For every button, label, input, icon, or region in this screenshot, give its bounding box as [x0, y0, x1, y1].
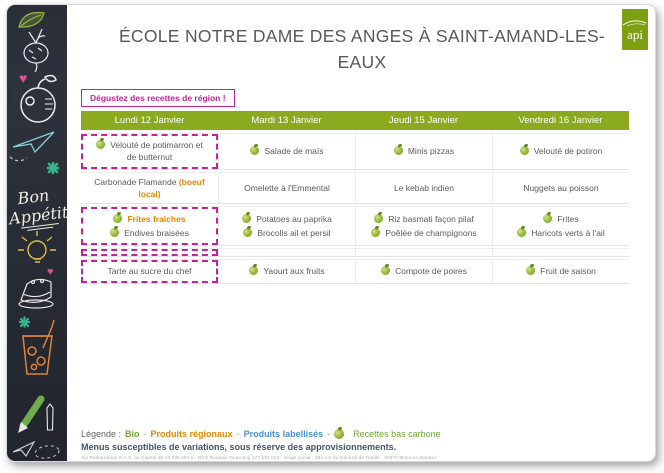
low-carbon-icon: [249, 266, 258, 275]
variation-disclaimer: Menus susceptibles de variations, sous réserve des approvisionnements.: [81, 442, 397, 452]
cell-tuesday-dessert: [218, 260, 355, 282]
svg-text:Appétit: Appétit: [7, 202, 67, 229]
menu-item: Nuggets au poisson: [523, 182, 599, 193]
cell-friday-starter: [492, 134, 629, 169]
region-recipes-badge: Dégustez des recettes de région !: [81, 89, 235, 107]
cell-thursday-empty: [355, 249, 492, 256]
chalk-doodles: [7, 5, 67, 462]
legend-labelled: Produits labellisés: [243, 429, 324, 439]
menu-item: Minis pizzas: [364, 145, 484, 157]
legend-label: Légende :: [81, 429, 122, 439]
legend-low-carbon: Recettes bas carbone: [353, 429, 441, 439]
menu-item: Frites: [501, 213, 621, 225]
cell-monday-empty: [81, 249, 218, 256]
day-header-friday: Vendredi 16 Janvier: [518, 115, 603, 126]
local-product-note: (boeuf local): [138, 176, 205, 199]
menu-item: Fruit de saison: [501, 265, 621, 277]
cell-tuesday-sides: [218, 207, 355, 245]
low-carbon-icon: [526, 266, 535, 275]
low-carbon-icon: [371, 228, 380, 237]
low-carbon-icon: [394, 146, 403, 155]
menu-item: Salade de maïs: [227, 145, 347, 157]
menu-item: Riz basmati façon pilaf: [364, 213, 484, 225]
bon-appetit-caption: [7, 183, 67, 232]
cell-friday-dessert: [492, 260, 629, 282]
low-carbon-icon: [96, 140, 105, 149]
lightbulb-icon: [18, 231, 56, 262]
cell-thursday-starter: [355, 134, 492, 169]
cell-thursday-main: [355, 173, 492, 204]
menu-table: [81, 111, 629, 286]
low-carbon-icon: [110, 228, 119, 237]
menu-item: Endives braisées: [91, 227, 208, 239]
low-carbon-icon: [381, 266, 390, 275]
paper-plane-icon: [10, 132, 54, 161]
menu-item: Brocolis ail et persil: [227, 227, 347, 239]
main-course-row: [81, 172, 629, 205]
low-carbon-icon: [374, 214, 383, 223]
sides-row: [81, 206, 629, 246]
cell-friday-main: [492, 173, 629, 204]
low-carbon-icon: [517, 228, 526, 237]
cell-friday-sides: [492, 207, 629, 245]
cell-tuesday-main: [218, 173, 355, 204]
legend: Légende : Bio - Produits régionaux - Produits labellisés - Recettes bas carbone: [81, 429, 441, 439]
cell-tuesday-empty: [218, 249, 355, 256]
cell-monday-sides: [81, 207, 218, 245]
legend-regional: Produits régionaux: [150, 429, 233, 439]
cell-tuesday-starter: [218, 134, 355, 169]
day-header-row: [81, 111, 629, 130]
menu-item: Carbonade Flamande (boeuf local): [94, 176, 205, 199]
menu-item: Frites fraîches: [91, 213, 208, 225]
dessert-row: [81, 259, 629, 283]
low-carbon-icon: [250, 146, 259, 155]
low-carbon-icon: [543, 214, 552, 223]
menu-item: Velouté de potimarron et de butternut: [91, 139, 208, 164]
low-carbon-icon: [520, 146, 529, 155]
logo-swoosh-icon: [623, 18, 647, 28]
low-carbon-icon: [113, 214, 122, 223]
low-carbon-icon: [242, 214, 251, 223]
radish-icon: [24, 29, 48, 72]
cell-friday-empty: [492, 249, 629, 256]
menu-item: Omelette à l'Emmental: [244, 182, 330, 193]
menu-item: Haricots verts à l'ail: [501, 227, 621, 239]
legend-bio: Bio: [125, 429, 140, 439]
leaf-icon: [19, 13, 44, 28]
starter-row: [81, 133, 629, 170]
legal-fine-print: Api Restauration S.A.S. au Capital de 10 036 582 € - RCS Roubaix-Tourcoing 477 181 010 - Siège social : 384 rue du Général de Gaulle - 59370 Mons-en-Barœul: [81, 455, 436, 460]
cell-monday-starter: [81, 134, 218, 169]
menu-item: Le kebab indien: [393, 182, 455, 193]
menu-item: Tarte au sucre du chef: [107, 266, 192, 277]
menu-item: Compote de poires: [364, 265, 484, 277]
menu-item: Poêlée de champignons: [364, 227, 484, 239]
pencil-icon: [18, 399, 53, 433]
low-carbon-icon: [243, 228, 252, 237]
cell-thursday-sides: [355, 207, 492, 245]
page-title: ÉCOLE NOTRE DAME DES ANGES À SAINT-AMAND-LES-EAUX: [118, 26, 606, 73]
cell-monday-main: [81, 173, 218, 204]
flower-icon: [48, 163, 58, 173]
empty-row: [81, 248, 629, 257]
svg-text:Bon: Bon: [16, 185, 51, 209]
api-logo: [622, 9, 648, 50]
heart-icon: ♥: [47, 266, 54, 278]
low-carbon-icon: [334, 429, 344, 439]
menu-item: Yaourt aux fruits: [227, 265, 347, 277]
day-header-thursday: Jeudi 15 Janvier: [388, 115, 459, 126]
drink-icon: [23, 320, 54, 374]
paper-plane-icon: [13, 442, 60, 460]
heart-icon: ♥: [19, 70, 28, 86]
flower-icon: [20, 318, 29, 327]
chalkboard-sidebar: [7, 5, 67, 461]
day-header-tuesday: Mardi 13 Janvier: [251, 115, 322, 126]
cell-monday-dessert: [81, 260, 218, 282]
cell-thursday-dessert: [355, 260, 492, 282]
menu-item: Velouté de potiron: [501, 145, 621, 157]
logo-text: api: [627, 27, 643, 42]
day-header-monday: Lundi 12 Janvier: [114, 115, 185, 126]
menu-item: Potatoes au paprika: [227, 213, 347, 225]
menu-page: [6, 4, 656, 462]
cake-slice-icon: [19, 279, 53, 308]
